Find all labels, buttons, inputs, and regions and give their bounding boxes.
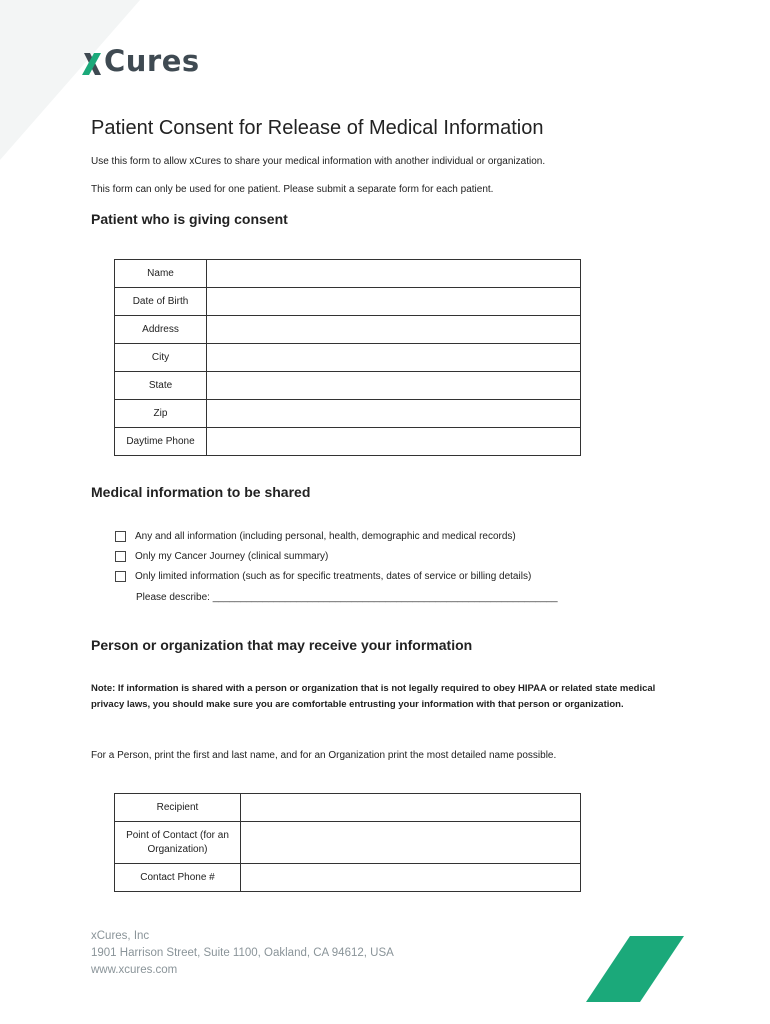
option-all-information[interactable]	[115, 531, 516, 542]
option-label: Only my Cancer Journey (clinical summary)	[135, 551, 329, 562]
footer	[91, 928, 394, 979]
checkbox[interactable]	[115, 571, 126, 582]
option-label: Any and all information (including personal, health, demographic and medical records)	[135, 531, 516, 542]
footer-company: xCures, Inc	[91, 930, 150, 942]
green-stripe-decoration	[586, 936, 684, 1002]
table-row	[115, 400, 581, 428]
describe-blank: ______________________________________________________________	[212, 592, 558, 603]
point-of-contact-field[interactable]	[241, 822, 581, 864]
intro-text-2: This form can only be used for one patient. Please submit a separate form for each patient.	[91, 184, 494, 195]
medical-section-heading: Medical information to be shared	[91, 484, 311, 500]
table-row	[115, 372, 581, 400]
field-label-address: Address	[115, 316, 207, 344]
describe-line[interactable]	[136, 592, 558, 603]
table-row	[115, 822, 581, 864]
contact-phone-field[interactable]	[241, 864, 581, 892]
option-cancer-journey[interactable]	[115, 551, 328, 562]
recipient-field[interactable]	[241, 794, 581, 822]
page-title: Patient Consent for Release of Medical Information	[91, 117, 544, 139]
field-label-name: Name	[115, 260, 207, 288]
address-field[interactable]	[207, 316, 581, 344]
patient-section-heading: Patient who is giving consent	[91, 211, 288, 227]
city-field[interactable]	[207, 344, 581, 372]
field-label-city: City	[115, 344, 207, 372]
field-label-zip: Zip	[115, 400, 207, 428]
zip-field[interactable]	[207, 400, 581, 428]
table-row	[115, 288, 581, 316]
field-label-contact-phone: Contact Phone #	[115, 864, 241, 892]
recipient-info-table	[114, 793, 581, 892]
table-row	[115, 794, 581, 822]
daytime-phone-field[interactable]	[207, 428, 581, 456]
footer-address: 1901 Harrison Street, Suite 1100, Oakland, CA 94612, USA	[91, 947, 394, 959]
recipient-section-heading: Person or organization that may receive your information	[91, 637, 473, 653]
hipaa-note: Note: If information is shared with a person or organization that is not legally required to obey HIPAA or related state medical privacy laws, you should make sure you are comfortable entrusting your information with that person or organization.	[91, 683, 656, 710]
table-row	[115, 316, 581, 344]
checkbox[interactable]	[115, 551, 126, 562]
field-label-daytime-phone: Daytime Phone	[115, 428, 207, 456]
xcures-logo	[82, 44, 200, 78]
table-row	[115, 260, 581, 288]
date-of-birth-field[interactable]	[207, 288, 581, 316]
option-label: Only limited information (such as for specific treatments, dates of service or billing details)	[135, 571, 532, 582]
describe-label: Please describe:	[136, 592, 213, 603]
logo-x-mark-icon	[82, 53, 102, 75]
field-label-point-of-contact: Point of Contact (for an Organization)	[115, 822, 241, 864]
footer-website: www.xcures.com	[91, 964, 178, 976]
table-row	[115, 344, 581, 372]
field-label-recipient: Recipient	[115, 794, 241, 822]
state-field[interactable]	[207, 372, 581, 400]
name-field[interactable]	[207, 260, 581, 288]
patient-info-table	[114, 259, 581, 456]
logo-wordmark: Cures	[104, 44, 200, 78]
option-limited-information[interactable]	[115, 571, 531, 582]
table-row	[115, 428, 581, 456]
table-row	[115, 864, 581, 892]
field-label-dob: Date of Birth	[115, 288, 207, 316]
recipient-instruction: For a Person, print the first and last name, and for an Organization print the most detailed name possible.	[91, 750, 557, 761]
field-label-state: State	[115, 372, 207, 400]
intro-text-1: Use this form to allow xCures to share your medical information with another individual or organization.	[91, 156, 546, 167]
checkbox[interactable]	[115, 531, 126, 542]
